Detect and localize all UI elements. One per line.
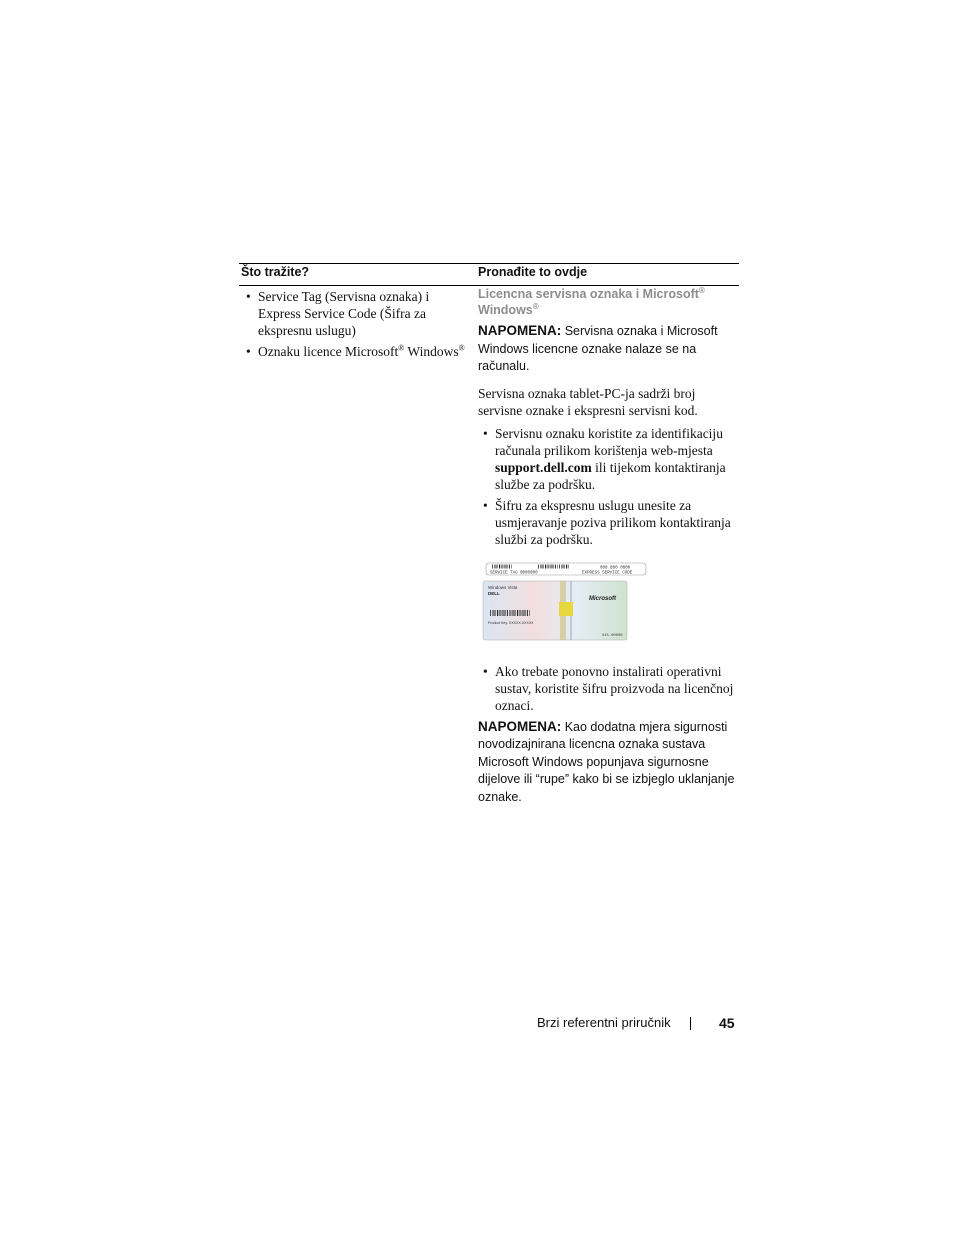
header-what-looking-for: Što tražite?: [241, 265, 310, 279]
windows-text: Windows Vista: [488, 584, 518, 590]
microsoft-logo-text: Microsoft: [589, 595, 616, 602]
right-column: [478, 285, 740, 806]
coa-serial: X15-00000: [602, 633, 623, 638]
footer-title: Brzi referentni priručnik: [537, 1015, 671, 1030]
list-item: • Service Tag (Servisna oznaka) i Express Service Code (Šifra za ekspresnu uslugu): [239, 288, 474, 339]
table-top-rule: [239, 263, 739, 264]
express-code-label: EXPRESS SERVICE CODE: [582, 571, 633, 575]
header-find-it-here: Pronađite to ovdje: [478, 265, 588, 279]
list-item: • Ako trebate ponovno instalirati operativni sustav, koristite šifru proizvoda na licenčnoj oznaci.: [478, 663, 740, 714]
page-number: 45: [719, 1015, 735, 1031]
list-item: • Servisnu oznaku koristite za identifikaciju računala prilikom korištenja web-mjesta support.dell.com ili tijekom kontaktiranja službe za podršku.: [478, 425, 740, 493]
list-item: • Šifru za ekspresnu uslugu unesite za usmjeravanje poziva prilikom kontaktiranja službi za podršku.: [478, 497, 740, 548]
service-tag-label-text: SERVICE TAG: [490, 571, 518, 575]
list-item: • Oznaku licence Microsoft® Windows®: [239, 343, 474, 360]
section-title: Licencna servisna oznaka i Microsoft® Windows®: [478, 285, 705, 317]
left-column: [239, 288, 474, 364]
note-2: NAPOMENA: Kao dodatna mjera sigurnosti novodizajnirana licencna oznaka sustava Microsoft Windows popunjava sigurnosne dijelove ili “rupe” kako bi se izbjeglo uklanjanje oznake.: [478, 718, 735, 804]
footer-separator: [690, 1017, 691, 1030]
product-key-text: Product Key: XXXXX-XXXXX: [488, 620, 534, 625]
service-tag-label-image: [482, 562, 648, 642]
note-1: NAPOMENA: Servisna oznaka i Microsoft Windows licencne oznake nalaze se na računalu.: [478, 323, 718, 373]
dell-logo-text: DELL: [488, 590, 500, 596]
service-tag-number: 0000000: [520, 571, 538, 575]
paragraph: Servisna oznaka tablet-PC-ja sadrži broj servisne oznake i ekspresni servisni kod.: [478, 385, 698, 418]
express-code-number: 000 000 0000: [600, 566, 631, 570]
